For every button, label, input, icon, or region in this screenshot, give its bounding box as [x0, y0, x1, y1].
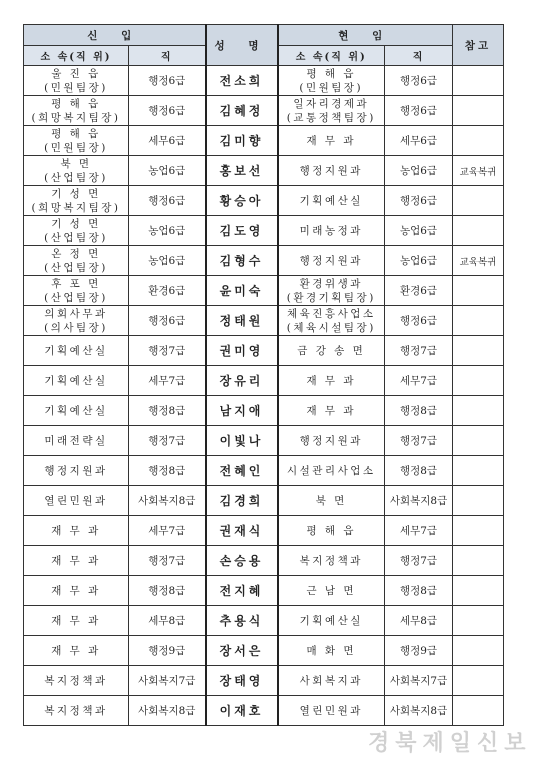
current-rank-cell: 농업6급: [385, 216, 453, 246]
new-affiliation-cell: 평 해 읍 (희망복지팀장): [24, 96, 129, 126]
employee-name-cell: 김형수: [206, 246, 278, 276]
new-affiliation-cell: 의회사무과 (의사팀장): [24, 306, 129, 336]
table-row: [24, 306, 504, 336]
new-rank-cell: 행정8급: [129, 576, 206, 606]
new-rank-cell: 사회복지8급: [129, 486, 206, 516]
new-rank-cell: 행정9급: [129, 636, 206, 666]
employee-name-cell: 김도영: [206, 216, 278, 246]
note-cell: [453, 426, 504, 456]
employee-name-cell: 장유리: [206, 366, 278, 396]
new-rank-cell: 농업6급: [129, 216, 206, 246]
current-rank-cell: 행정7급: [385, 546, 453, 576]
current-rank-header: 직: [385, 46, 453, 66]
new-affiliation-cell: 복지정책과: [24, 666, 129, 696]
new-affiliation-cell: 기 성 면 (희망복지팀장): [24, 186, 129, 216]
new-assignment-header: 신 입: [24, 25, 206, 46]
note-cell: [453, 96, 504, 126]
table-row: [24, 216, 504, 246]
new-rank-cell: 행정6급: [129, 66, 206, 96]
note-cell: [453, 186, 504, 216]
new-affiliation-cell: 평 해 읍 (민원팀장): [24, 126, 129, 156]
new-affiliation-cell: 기획예산실: [24, 366, 129, 396]
current-rank-cell: 사회복지8급: [385, 486, 453, 516]
current-affiliation-cell: 근 남 면: [278, 576, 385, 606]
new-affiliation-cell: 기획예산실: [24, 336, 129, 366]
note-header: 참고: [453, 25, 504, 66]
current-rank-cell: 행정7급: [385, 426, 453, 456]
table-row: [24, 576, 504, 606]
new-affiliation-cell: 후 포 면 (산업팀장): [24, 276, 129, 306]
new-rank-cell: 행정7급: [129, 426, 206, 456]
note-cell: [453, 396, 504, 426]
new-rank-cell: 세무6급: [129, 126, 206, 156]
employee-name-cell: 장태영: [206, 666, 278, 696]
note-cell: [453, 546, 504, 576]
current-affiliation-cell: 행정지원과: [278, 156, 385, 186]
employee-name-cell: 장서은: [206, 636, 278, 666]
note-cell: 교육복귀: [453, 156, 504, 186]
new-rank-cell: 환경6급: [129, 276, 206, 306]
note-cell: [453, 636, 504, 666]
employee-name-cell: 전혜인: [206, 456, 278, 486]
note-cell: [453, 126, 504, 156]
current-rank-cell: 세무6급: [385, 126, 453, 156]
employee-name-cell: 이재호: [206, 696, 278, 726]
current-affiliation-cell: 미래농정과: [278, 216, 385, 246]
personnel-table: [23, 24, 504, 726]
new-affiliation-cell: 기획예산실: [24, 396, 129, 426]
new-affiliation-cell: 행정지원과: [24, 456, 129, 486]
new-rank-cell: 사회복지7급: [129, 666, 206, 696]
current-affiliation-cell: 사회복지과: [278, 666, 385, 696]
note-cell: [453, 276, 504, 306]
note-cell: [453, 696, 504, 726]
new-affiliation-cell: 북 면 (산업팀장): [24, 156, 129, 186]
current-affiliation-cell: 복지정책과: [278, 546, 385, 576]
current-affiliation-cell: 환경위생과 (환경기획팀장): [278, 276, 385, 306]
employee-name-cell: 김미향: [206, 126, 278, 156]
current-affiliation-cell: 재 무 과: [278, 366, 385, 396]
new-rank-cell: 행정6급: [129, 306, 206, 336]
current-affiliation-cell: 행정지원과: [278, 246, 385, 276]
current-affiliation-cell: 체육진흥사업소 (체육시설팀장): [278, 306, 385, 336]
table-row: [24, 546, 504, 576]
new-affiliation-cell: 재 무 과: [24, 576, 129, 606]
employee-name-cell: 황승아: [206, 186, 278, 216]
table-row: [24, 606, 504, 636]
table-row: [24, 156, 504, 186]
current-affiliation-cell: 기획예산실: [278, 606, 385, 636]
employee-name-cell: 권미영: [206, 336, 278, 366]
note-cell: [453, 666, 504, 696]
new-affiliation-header: 소 속(직 위): [24, 46, 129, 66]
current-affiliation-cell: 열린민원과: [278, 696, 385, 726]
employee-name-cell: 남지애: [206, 396, 278, 426]
new-rank-cell: 행정7급: [129, 336, 206, 366]
current-affiliation-cell: 재 무 과: [278, 396, 385, 426]
table-row: [24, 336, 504, 366]
table-row: [24, 186, 504, 216]
new-rank-cell: 세무7급: [129, 516, 206, 546]
employee-name-cell: 홍보선: [206, 156, 278, 186]
note-cell: [453, 336, 504, 366]
note-cell: [453, 606, 504, 636]
employee-name-cell: 추용식: [206, 606, 278, 636]
current-affiliation-cell: 매 화 면: [278, 636, 385, 666]
table-row: [24, 366, 504, 396]
table-row: [24, 96, 504, 126]
current-rank-cell: 행정8급: [385, 396, 453, 426]
note-cell: [453, 66, 504, 96]
watermark: 경북제일신보: [368, 730, 532, 756]
new-rank-cell: 농업6급: [129, 156, 206, 186]
current-rank-cell: 농업6급: [385, 246, 453, 276]
table-row: [24, 66, 504, 96]
name-header: 성 명: [206, 25, 278, 66]
new-affiliation-cell: 미래전략실: [24, 426, 129, 456]
new-affiliation-cell: 기 성 면 (산업팀장): [24, 216, 129, 246]
employee-name-cell: 김경희: [206, 486, 278, 516]
new-affiliation-cell: 복지정책과: [24, 696, 129, 726]
note-cell: [453, 456, 504, 486]
current-rank-cell: 행정9급: [385, 636, 453, 666]
new-rank-cell: 행정7급: [129, 546, 206, 576]
current-affiliation-cell: 금 강 송 면: [278, 336, 385, 366]
current-affiliation-cell: 평 해 읍: [278, 516, 385, 546]
employee-name-cell: 권재식: [206, 516, 278, 546]
new-affiliation-cell: 재 무 과: [24, 636, 129, 666]
current-rank-cell: 환경6급: [385, 276, 453, 306]
table-row: [24, 276, 504, 306]
current-affiliation-cell: 재 무 과: [278, 126, 385, 156]
table-row: [24, 396, 504, 426]
current-affiliation-cell: 일자리경제과 (교통정책팀장): [278, 96, 385, 126]
current-rank-cell: 행정8급: [385, 576, 453, 606]
current-rank-cell: 세무7급: [385, 516, 453, 546]
current-rank-cell: 행정6급: [385, 186, 453, 216]
current-rank-cell: 세무7급: [385, 366, 453, 396]
current-rank-cell: 세무8급: [385, 606, 453, 636]
new-rank-cell: 행정8급: [129, 396, 206, 426]
table-row: [24, 246, 504, 276]
new-rank-cell: 행정8급: [129, 456, 206, 486]
table-row: [24, 666, 504, 696]
new-affiliation-cell: 재 무 과: [24, 516, 129, 546]
current-rank-cell: 행정7급: [385, 336, 453, 366]
new-affiliation-cell: 울 진 읍 (민원팀장): [24, 66, 129, 96]
table-row: [24, 426, 504, 456]
current-assignment-header: 현 임: [278, 25, 453, 46]
employee-name-cell: 김혜정: [206, 96, 278, 126]
current-affiliation-cell: 기획예산실: [278, 186, 385, 216]
current-rank-cell: 농업6급: [385, 156, 453, 186]
current-affiliation-cell: 행정지원과: [278, 426, 385, 456]
new-rank-cell: 농업6급: [129, 246, 206, 276]
note-cell: [453, 486, 504, 516]
note-cell: [453, 576, 504, 606]
current-affiliation-header: 소 속(직 위): [278, 46, 385, 66]
current-rank-cell: 행정6급: [385, 96, 453, 126]
table-row: [24, 126, 504, 156]
note-cell: [453, 516, 504, 546]
current-affiliation-cell: 북 면: [278, 486, 385, 516]
note-cell: [453, 366, 504, 396]
new-affiliation-cell: 재 무 과: [24, 546, 129, 576]
current-rank-cell: 행정8급: [385, 456, 453, 486]
new-rank-cell: 행정6급: [129, 96, 206, 126]
new-affiliation-cell: 재 무 과: [24, 606, 129, 636]
new-rank-cell: 세무7급: [129, 366, 206, 396]
table-row: [24, 486, 504, 516]
new-affiliation-cell: 열린민원과: [24, 486, 129, 516]
employee-name-cell: 윤미숙: [206, 276, 278, 306]
new-rank-cell: 세무8급: [129, 606, 206, 636]
employee-name-cell: 전소희: [206, 66, 278, 96]
current-rank-cell: 사회복지8급: [385, 696, 453, 726]
note-cell: 교육복귀: [453, 246, 504, 276]
current-rank-cell: 행정6급: [385, 306, 453, 336]
new-rank-cell: 사회복지8급: [129, 696, 206, 726]
table-row: [24, 696, 504, 726]
employee-name-cell: 전지혜: [206, 576, 278, 606]
new-affiliation-cell: 온 정 면 (산업팀장): [24, 246, 129, 276]
employee-name-cell: 손승용: [206, 546, 278, 576]
employee-name-cell: 이빛나: [206, 426, 278, 456]
table-row: [24, 516, 504, 546]
note-cell: [453, 306, 504, 336]
note-cell: [453, 216, 504, 246]
current-affiliation-cell: 시설관리사업소: [278, 456, 385, 486]
table-row: [24, 456, 504, 486]
table-row: [24, 636, 504, 666]
employee-name-cell: 정태원: [206, 306, 278, 336]
current-affiliation-cell: 평 해 읍 (민원팀장): [278, 66, 385, 96]
current-rank-cell: 사회복지7급: [385, 666, 453, 696]
new-rank-cell: 행정6급: [129, 186, 206, 216]
new-rank-header: 직: [129, 46, 206, 66]
current-rank-cell: 행정6급: [385, 66, 453, 96]
